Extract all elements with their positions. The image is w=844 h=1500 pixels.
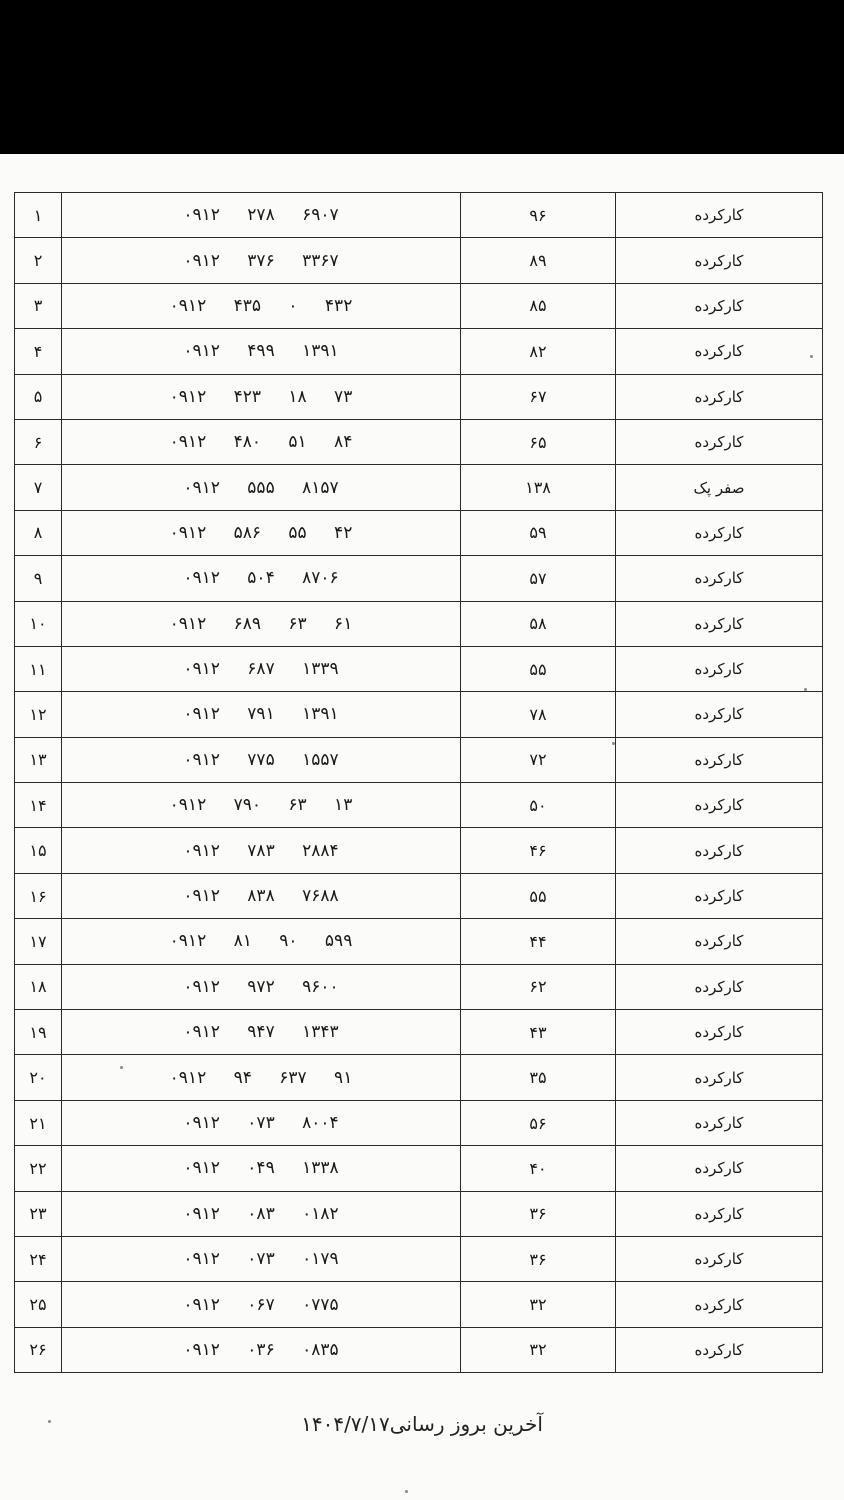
row-index: ۱۴ (15, 783, 62, 828)
table-row (15, 919, 823, 964)
status-label: کارکرده (616, 828, 823, 873)
number-list-table (14, 192, 820, 1373)
status-label: کارکرده (616, 1010, 823, 1055)
row-value: ۷۲ (461, 737, 616, 782)
phone-number: ۰۹۱۲ ۴۳۵ ۰ ۴۳۲ (62, 283, 461, 328)
phone-number: ۰۹۱۲ ۵۰۴ ۸۷۰۶ (62, 556, 461, 601)
table-row (15, 556, 823, 601)
phone-number: ۰۹۱۲ ۹۷۲ ۹۶۰۰ (62, 964, 461, 1009)
row-value: ۸۹ (461, 238, 616, 283)
status-label: کارکرده (616, 737, 823, 782)
row-index: ۶ (15, 419, 62, 464)
phone-number: ۰۹۱۲ ۷۹۱ ۱۳۹۱ (62, 692, 461, 737)
phone-number: ۰۹۱۲ ۰۳۶ ۰۸۳۵ (62, 1327, 461, 1372)
row-value: ۵۶ (461, 1100, 616, 1145)
status-label: کارکرده (616, 510, 823, 555)
phone-number: ۰۹۱۲ ۰۷۳ ۰۱۷۹ (62, 1236, 461, 1281)
status-label: کارکرده (616, 919, 823, 964)
table-row (15, 964, 823, 1009)
paper-speck (120, 1066, 123, 1069)
row-index: ۱ (15, 193, 62, 238)
row-index: ۲ (15, 238, 62, 283)
phone-number: ۰۹۱۲ ۴۸۰ ۵۱ ۸۴ (62, 419, 461, 464)
phone-number: ۰۹۱۲ ۴۲۳ ۱۸ ۷۳ (62, 374, 461, 419)
table-row (15, 692, 823, 737)
status-label: کارکرده (616, 238, 823, 283)
table-row (15, 737, 823, 782)
row-value: ۴۶ (461, 828, 616, 873)
row-value: ۸۵ (461, 283, 616, 328)
status-label: کارکرده (616, 1327, 823, 1372)
row-value: ۵۵ (461, 646, 616, 691)
phone-number: ۰۹۱۲ ۶۸۷ ۱۳۳۹ (62, 646, 461, 691)
row-index: ۵ (15, 374, 62, 419)
row-value: ۱۳۸ (461, 465, 616, 510)
paper-speck (804, 688, 807, 691)
table-row (15, 238, 823, 283)
table-row (15, 419, 823, 464)
table-row (15, 465, 823, 510)
table-row (15, 374, 823, 419)
status-label: صفر پک (616, 465, 823, 510)
row-index: ۱۵ (15, 828, 62, 873)
phone-number: ۰۹۱۲ ۷۷۵ ۱۵۵۷ (62, 737, 461, 782)
phone-number: ۰۹۱۲ ۸۱ ۹۰ ۵۹۹ (62, 919, 461, 964)
table-row (15, 193, 823, 238)
phone-number: ۰۹۱۲ ۰۷۳ ۸۰۰۴ (62, 1100, 461, 1145)
phone-number: ۰۹۱۲ ۰۶۷ ۰۷۷۵ (62, 1282, 461, 1327)
status-label: کارکرده (616, 1055, 823, 1100)
row-index: ۲۲ (15, 1146, 62, 1191)
table-row (15, 873, 823, 918)
phone-number: ۰۹۱۲ ۶۸۹ ۶۳ ۶۱ (62, 601, 461, 646)
table-row (15, 1191, 823, 1236)
row-value: ۴۳ (461, 1010, 616, 1055)
status-label: کارکرده (616, 646, 823, 691)
row-index: ۱۹ (15, 1010, 62, 1055)
status-label: کارکرده (616, 601, 823, 646)
row-index: ۲۴ (15, 1236, 62, 1281)
row-index: ۱۱ (15, 646, 62, 691)
status-label: کارکرده (616, 873, 823, 918)
status-label: کارکرده (616, 964, 823, 1009)
status-label: کارکرده (616, 783, 823, 828)
row-index: ۱۸ (15, 964, 62, 1009)
table-row (15, 1282, 823, 1327)
row-index: ۱۲ (15, 692, 62, 737)
row-index: ۱۳ (15, 737, 62, 782)
status-label: کارکرده (616, 419, 823, 464)
status-label: کارکرده (616, 193, 823, 238)
last-update-note: آخرین بروز رسانی۱۴۰۴/۷/۱۷ (301, 1412, 543, 1436)
table-row (15, 1100, 823, 1145)
row-value: ۶۷ (461, 374, 616, 419)
phone-number: ۰۹۱۲ ۰۴۹ ۱۳۳۸ (62, 1146, 461, 1191)
phone-number: ۰۹۱۲ ۲۷۸ ۶۹۰۷ (62, 193, 461, 238)
row-index: ۹ (15, 556, 62, 601)
table-row (15, 1055, 823, 1100)
paper-speck (48, 1420, 51, 1423)
phone-number: ۰۹۱۲ ۰۸۳ ۰۱۸۲ (62, 1191, 461, 1236)
status-label: کارکرده (616, 283, 823, 328)
row-value: ۵۷ (461, 556, 616, 601)
phone-number: ۰۹۱۲ ۵۸۶ ۵۵ ۴۲ (62, 510, 461, 555)
row-value: ۷۸ (461, 692, 616, 737)
row-value: ۵۸ (461, 601, 616, 646)
status-label: کارکرده (616, 1146, 823, 1191)
table-row (15, 783, 823, 828)
status-label: کارکرده (616, 1282, 823, 1327)
status-label: کارکرده (616, 1191, 823, 1236)
table-row (15, 646, 823, 691)
row-value: ۵۵ (461, 873, 616, 918)
phone-number: ۰۹۱۲ ۷۸۳ ۲۸۸۴ (62, 828, 461, 873)
phone-number: ۰۹۱۲ ۹۴۷ ۱۳۴۳ (62, 1010, 461, 1055)
black-top-band (0, 0, 844, 154)
row-value: ۵۹ (461, 510, 616, 555)
row-index: ۲۳ (15, 1191, 62, 1236)
row-value: ۳۲ (461, 1282, 616, 1327)
status-label: کارکرده (616, 556, 823, 601)
row-value: ۴۴ (461, 919, 616, 964)
row-index: ۳ (15, 283, 62, 328)
phone-number: ۰۹۱۲ ۴۹۹ ۱۳۹۱ (62, 329, 461, 374)
row-index: ۲۱ (15, 1100, 62, 1145)
table-row (15, 1327, 823, 1372)
phone-number: ۰۹۱۲ ۸۳۸ ۷۶۸۸ (62, 873, 461, 918)
row-index: ۱۷ (15, 919, 62, 964)
row-value: ۸۲ (461, 329, 616, 374)
row-index: ۲۰ (15, 1055, 62, 1100)
paper-speck (612, 742, 615, 745)
row-index: ۲۶ (15, 1327, 62, 1372)
table-row (15, 1146, 823, 1191)
paper-speck (810, 355, 813, 358)
status-label: کارکرده (616, 692, 823, 737)
paper-speck (405, 1490, 408, 1493)
row-value: ۳۶ (461, 1236, 616, 1281)
status-label: کارکرده (616, 329, 823, 374)
row-value: ۳۶ (461, 1191, 616, 1236)
status-label: کارکرده (616, 1236, 823, 1281)
row-index: ۴ (15, 329, 62, 374)
row-value: ۹۶ (461, 193, 616, 238)
phone-number: ۰۹۱۲ ۹۴ ۶۳۷ ۹۱ (62, 1055, 461, 1100)
row-value: ۶۵ (461, 419, 616, 464)
row-index: ۲۵ (15, 1282, 62, 1327)
row-value: ۵۰ (461, 783, 616, 828)
status-label: کارکرده (616, 374, 823, 419)
row-value: ۶۲ (461, 964, 616, 1009)
table-row (15, 1236, 823, 1281)
row-value: ۴۰ (461, 1146, 616, 1191)
row-index: ۸ (15, 510, 62, 555)
table-row (15, 828, 823, 873)
status-label: کارکرده (616, 1100, 823, 1145)
table-row (15, 510, 823, 555)
table-row (15, 1010, 823, 1055)
table-row (15, 601, 823, 646)
table-row (15, 329, 823, 374)
table-row (15, 283, 823, 328)
phone-number: ۰۹۱۲ ۵۵۵ ۸۱۵۷ (62, 465, 461, 510)
row-index: ۱۰ (15, 601, 62, 646)
row-value: ۳۵ (461, 1055, 616, 1100)
row-value: ۳۲ (461, 1327, 616, 1372)
phone-number: ۰۹۱۲ ۷۹۰ ۶۳ ۱۳ (62, 783, 461, 828)
row-index: ۷ (15, 465, 62, 510)
phone-number: ۰۹۱۲ ۳۷۶ ۳۳۶۷ (62, 238, 461, 283)
row-index: ۱۶ (15, 873, 62, 918)
